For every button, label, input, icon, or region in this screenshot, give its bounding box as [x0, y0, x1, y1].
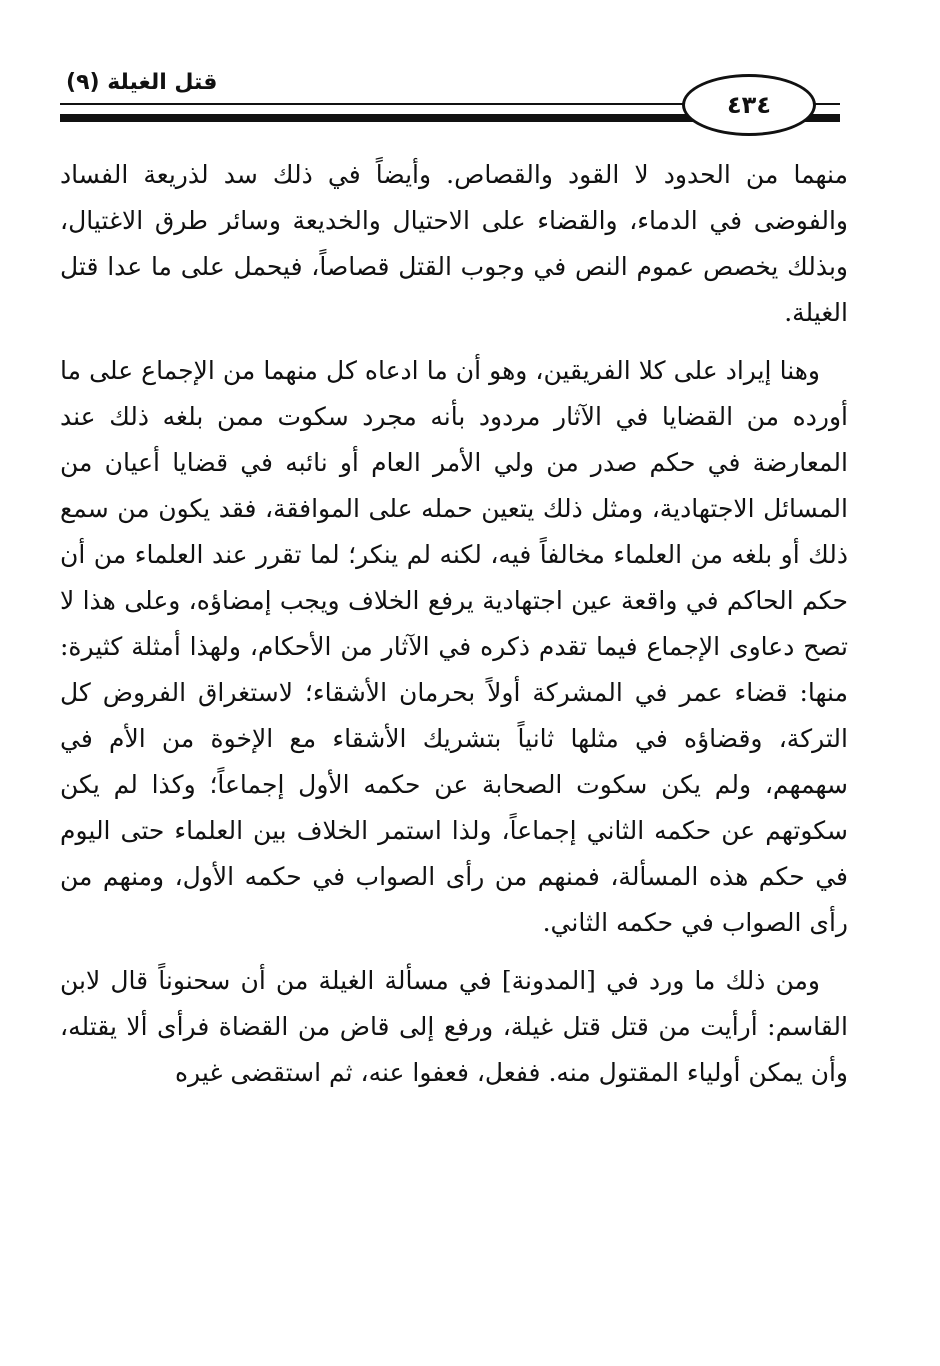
- running-title: (٩) قتل الغيلة: [66, 70, 218, 95]
- paragraph-continuation: منهما من الحدود لا القود والقصاص. وأيضاً في ذلك سد لذريعة الفساد والفوضى في الدماء، والقضاء على الاحتيال والخديعة وسائر طرق الاغتيال، وبذلك يخصص عموم النص في وجوب القتل قصاصاً، فيحمل على ما عدا قتل الغيلة.: [60, 160, 848, 327]
- paragraph-objection: وهنا إيراد على كلا الفريقين، وهو أن ما ادعاه كل منهما من الإجماع على ما أورده من القضايا في الآثار مردود بأنه مجرد سكوت ممن بلغه ذلك عند المعارضة في حكم صدر من ولي الأمر العام أو نائبه في قضايا أعيان من المسائل الاجتهادية، ومثل ذلك يتعين حمله على الموافقة، فقد يكون من سمع ذلك أو بلغه من العلماء مخالفاً فيه، لكنه لم ينكر؛ لما تقرر عند العلماء من أن حكم الحاكم في واقعة عين اجتهادية يرفع الخلاف ويجب إمضاؤه، وعلى هذا لا تصح دعاوى الإجماع فيما تقدم ذكره في الآثار من الأحكام، ولهذا أمثلة كثيرة: منها: قضاء عمر في المشركة أولاً بحرمان الأشقاء؛ لاستغراق الفروض كل التركة، وقضاؤه في مثلها ثانياً بتشريك الأشقاء مع الإخوة من الأم في سهمهم، ولم يكن سكوت الصحابة عن حكمه الأول إجماعاً؛ وكذا لم يكن سكوتهم عن حكمه الثاني إجماعاً، ولذا استمر الخلاف بين العلماء حتى اليوم في حكم هذه المسألة، فمنهم من رأى الصواب في حكمه الأول، ومنهم من رأى الصواب في حكمه الثاني.: [60, 356, 848, 937]
- page-number-oval: [682, 74, 816, 136]
- page-header: [60, 56, 840, 136]
- paragraph-mudawwana: ومن ذلك ما ورد في [المدونة] في مسألة الغيلة من أن سحنوناً قال لابن القاسم: أرأيت من قتل قتل غيلة، ورفع إلى قاض من القضاة فرأى ألا يقتله، وأن يمكن أولياء المقتول منه. ففعل، فعفوا عنه، ثم استقضى غيره: [60, 966, 848, 1087]
- page-body: [60, 152, 848, 1108]
- page-number: ٤٣٤: [727, 91, 771, 119]
